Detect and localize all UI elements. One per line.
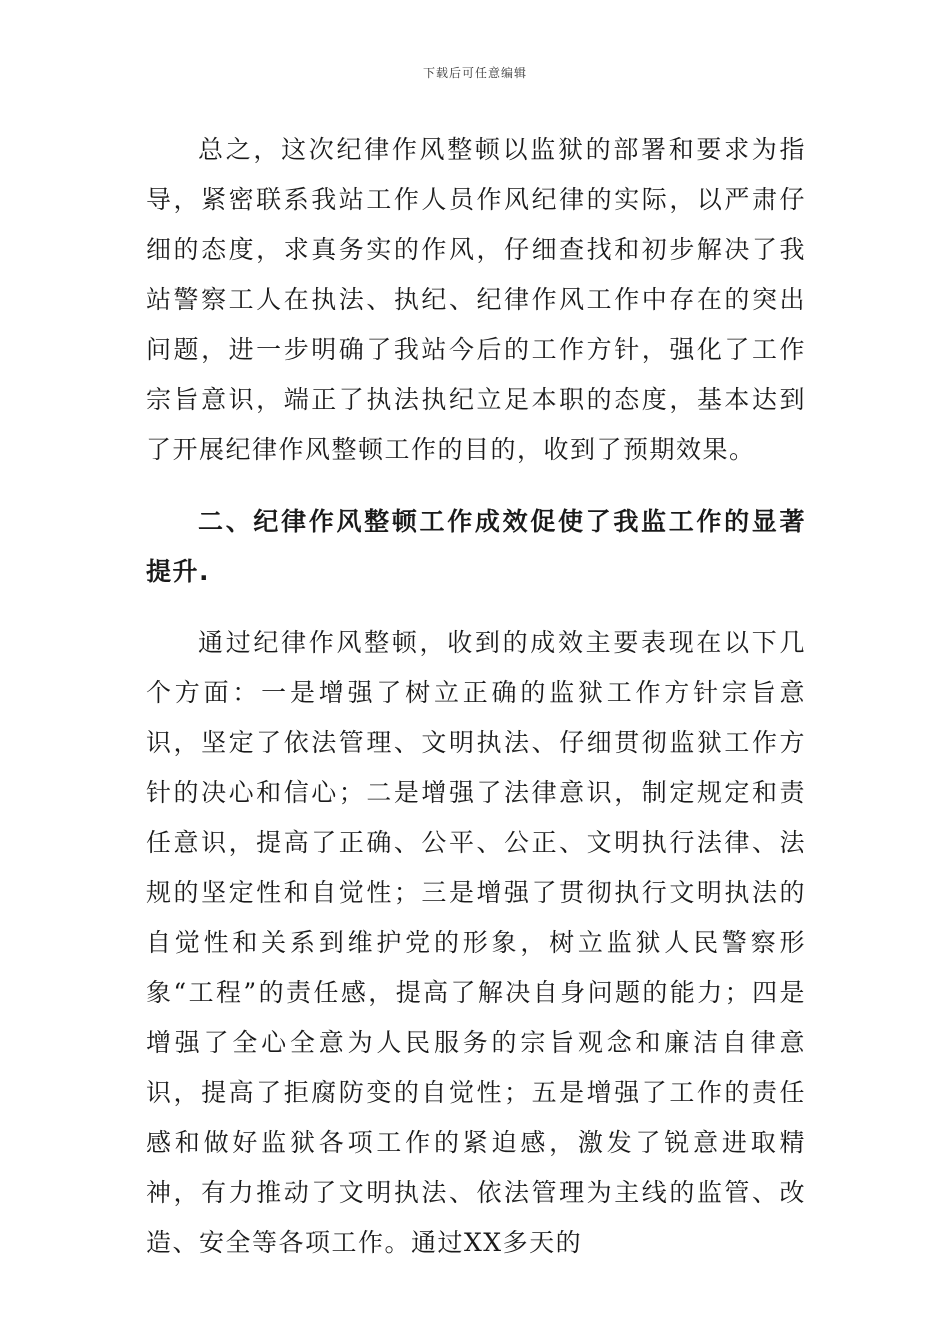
section-heading: 二、纪律作风整顿工作成效促使了我监工作的显著提升. <box>146 507 806 586</box>
body-paragraph-summary: 总之，这次纪律作风整顿以监狱的部署和要求为指导，紧密联系我站工作人员作风纪律的实际，以严肃仔细的态度，求真务实的作风，仔细查找和初步解决了我站警察工人在执法、执纪、纪律作风工作中存在的突出问题，进一步明确了我站今后的工作方针，强化了工作宗旨意识，端正了执法执纪立足本职的态度，基本达到了开展纪律作风整顿工作的目的，收到了预期效果。 <box>146 135 806 464</box>
body-paragraph-results: 通过纪律作风整顿，收到的成效主要表现在以下几个方面：一是增强了树立正确的监狱工作方针宗旨意识，坚定了依法管理、文明执法、仔细贯彻监狱工作方针的决心和信心；二是增强了法律意识，制定规定和责任意识，提高了正确、公平、公正、文明执行法律、法规的坚定性和自觉性；三是增强了贯彻执行文明执法的自觉性和关系到维护党的形象，树立监狱人民警察形象“工程”的责任感，提高了解决自身问题的能力；四是增强了全心全意为人民服务的宗旨观念和廉洁自律意识，提高了拒腐防变的自觉性；五是增强了工作的责任感和做好监狱各项工作的紧迫感，激发了锐意进取精神，有力推动了文明执法、依法管理为主线的监管、改造、安全等各项工作。通过XX多天的 <box>146 628 806 1257</box>
page-header: 下载后可任意编辑 <box>422 66 527 80</box>
